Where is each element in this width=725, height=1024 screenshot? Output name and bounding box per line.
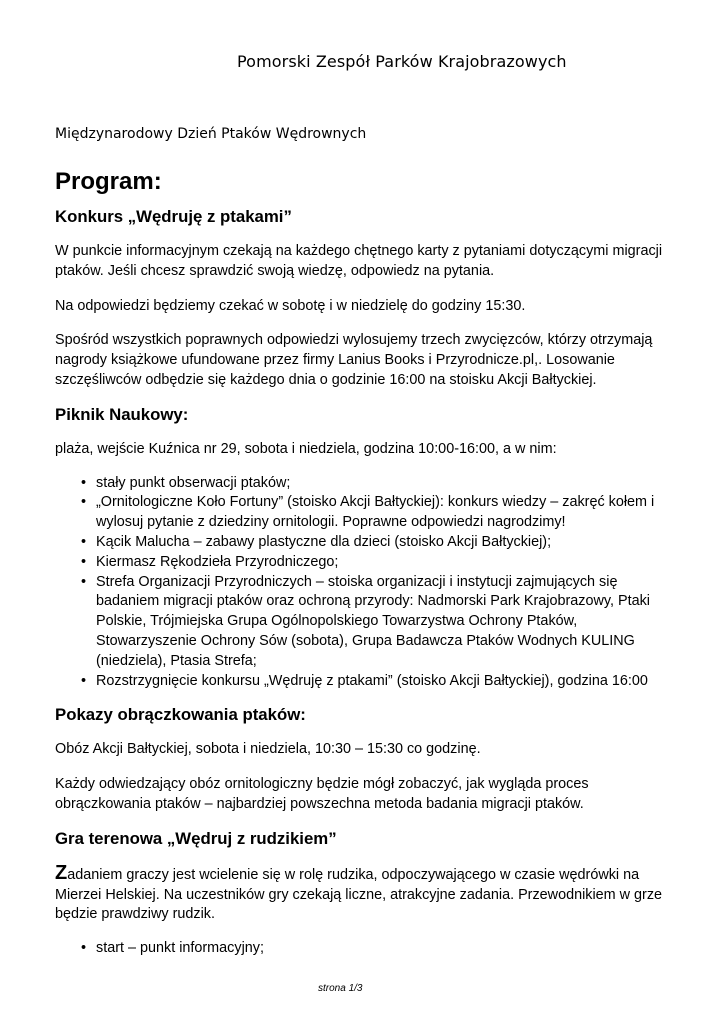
konkurs-heading: Konkurs „Wędruję z ptakami” — [55, 207, 292, 226]
pokazy-paragraph-2: Każdy odwiedzający obóz ornitologiczny będzie mógł zobaczyć, jak wygląda proces obrączkowania ptaków – najbardziej powszechna metoda badania migracji ptaków. — [55, 776, 589, 812]
gra-list — [55, 939, 680, 959]
piknik-heading: Piknik Naukowy: — [55, 404, 189, 424]
pokazy-paragraph-1: Obóz Akcji Bałtyckiej, sobota i niedziela, 10:30 – 15:30 co godzinę. — [55, 741, 481, 758]
list-item: • start – punkt informacyjny; — [81, 939, 680, 959]
list-item: • Kiermasz Rękodzieła Przyrodniczego; — [81, 553, 680, 573]
gra-paragraph-1 — [55, 861, 680, 925]
konkurs-paragraph-1: W punkcie informacyjnym czekają na każdego chętnego karty z pytaniami dotyczącymi migracji ptaków. Jeśli chcesz sprawdzić swoją wiedzę, odpowiedz na pytania. — [55, 243, 663, 279]
list-item: • „Ornitologiczne Koło Fortuny” (stoisko Akcji Bałtyckiej): konkurs wiedzy – zakręć kołem i wylosuj pytanie z dziedziny ornitologii. Poprawne odpowiedzi nagrodzimy! — [81, 493, 680, 533]
organization-name: Pomorski Zespół Parków Krajobrazowych — [237, 52, 567, 71]
piknik-intro: plaża, wejście Kuźnica nr 29, sobota i niedziela, godzina 10:00-16:00, a w nim: — [55, 440, 557, 457]
list-item: • stały punkt obserwacji ptaków; — [81, 474, 680, 494]
konkurs-paragraph-2: Na odpowiedzi będziemy czekać w sobotę i w niedzielę do godziny 15:30. — [55, 297, 526, 314]
page-number: strona 1/3 — [318, 983, 363, 994]
list-item: • Strefa Organizacji Przyrodniczych – stoiska organizacji i instytucji zajmujących się badaniem migracji ptaków oraz ochroną przyrody: Nadmorski Park Krajobrazowy, Ptaki Polskie, Trójmiejska Grupa Ogólnopolskiego Towarzystwa Ochrony Ptaków, Stowarzyszenie Ochrony Sów (sobota), Grupa Badawcza Ptaków Wodnych KULING (niedziela), Ptasia Strefa; — [81, 573, 680, 672]
program-heading: Program: — [55, 168, 162, 195]
event-title: Międzynarodowy Dzień Ptaków Wędrownych — [55, 126, 367, 142]
gra-heading: Gra terenowa „Wędruj z rudzikiem” — [55, 828, 337, 848]
gra-paragraph-text: adaniem graczy jest wcielenie się w rolę rudzika, odpoczywającego w czasie wędrówki na Mierzei Helskiej. Na uczestników gry czekają liczne, atrakcyjne zadania. Przewodnikiem w grze będzie prawdziwy rudzik. — [55, 866, 663, 923]
list-item: • Rozstrzygnięcie konkursu „Wędruję z ptakami” (stoisko Akcji Bałtyckiej), godzina 16:00 — [81, 672, 680, 692]
konkurs-paragraph-3: Spośród wszystkich poprawnych odpowiedzi wylosujemy trzech zwycięzców, którzy otrzymają nagrody książkowe ufundowane przez firmy Lanius Books i Przyrodnicze.pl,. Losowanie szczęśliwców odbędzie się każdego dnia o godzinie 16:00 na stoisku Akcji Bałtyckiej. — [55, 332, 653, 388]
drop-letter: Z — [55, 861, 68, 884]
pokazy-heading: Pokazy obrączkowania ptaków: — [55, 705, 306, 725]
document-body — [55, 168, 680, 959]
list-item: • Kącik Malucha – zabawy plastyczne dla dzieci (stoisko Akcji Bałtyckiej); — [81, 533, 680, 553]
piknik-list — [55, 474, 680, 692]
